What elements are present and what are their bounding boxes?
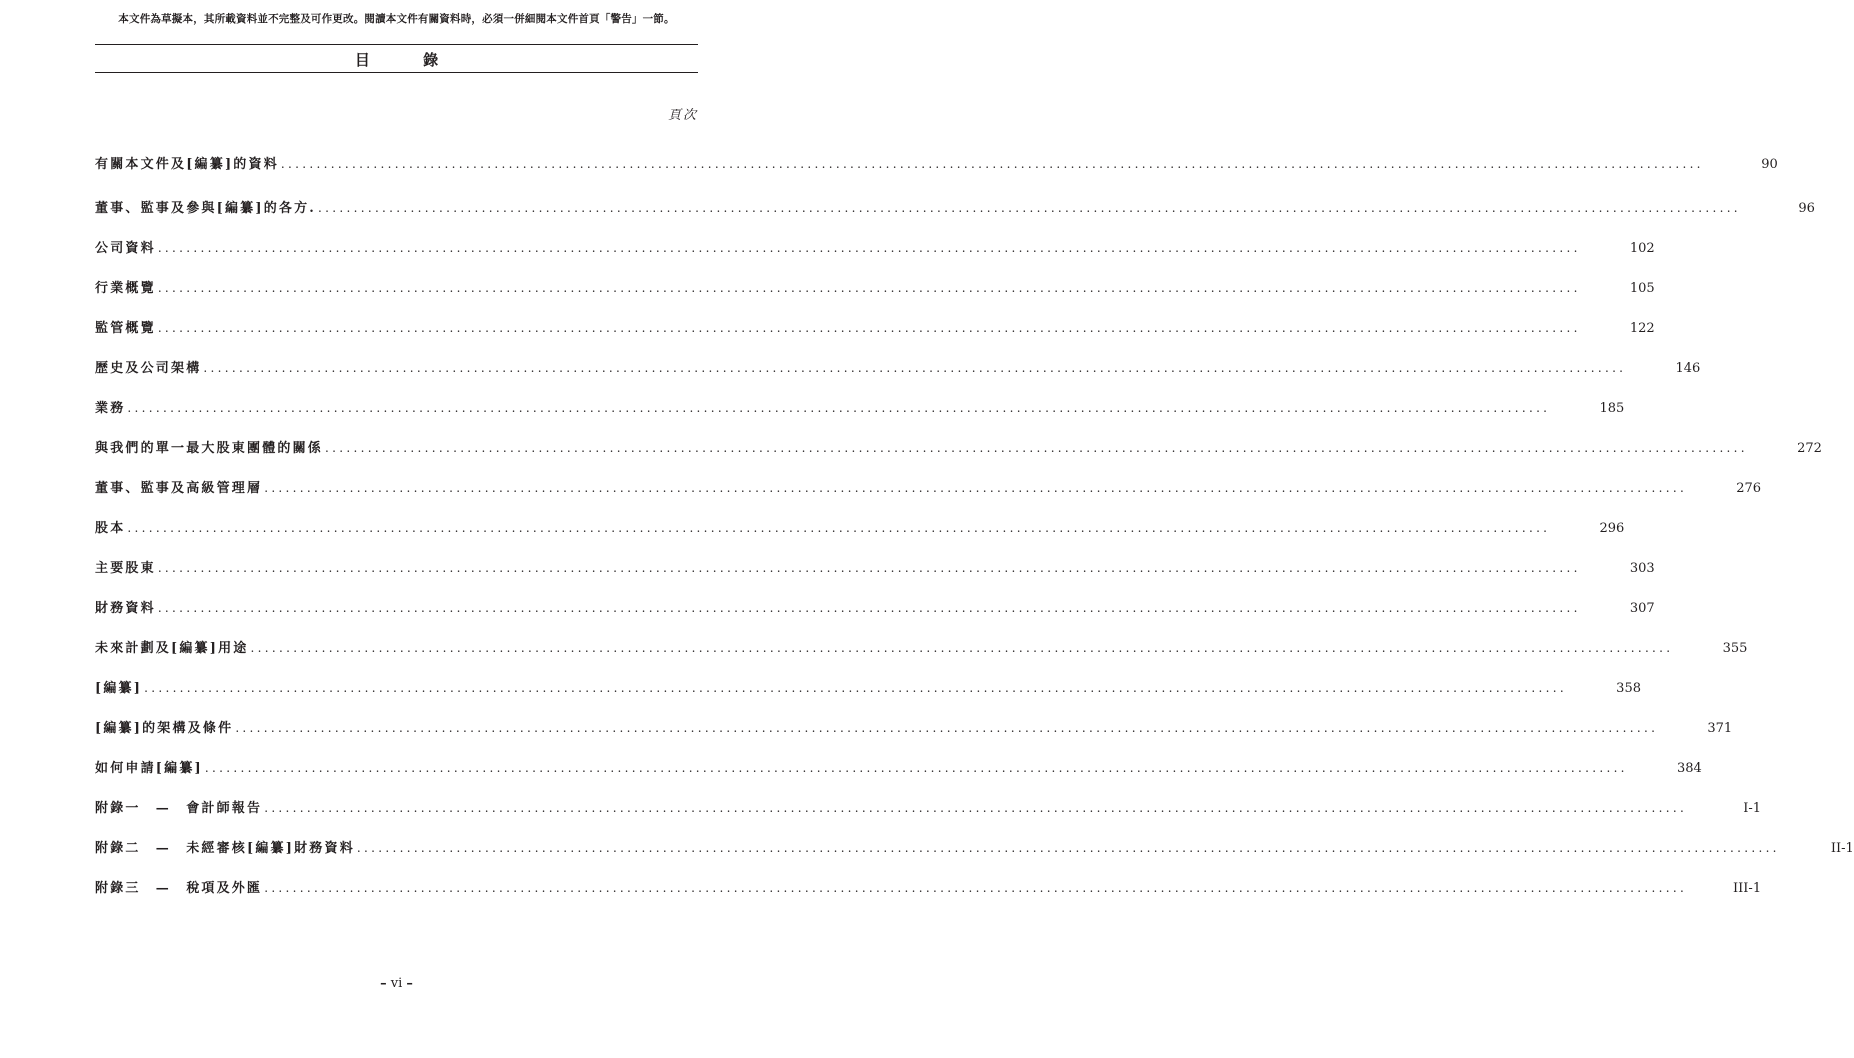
toc-entry-label: 未來計劃及[編纂]用途 xyxy=(95,641,249,656)
footer-dash-right: – xyxy=(406,976,413,991)
toc-entry-label: 附錄二 — 未經審核[編纂]財務資料 xyxy=(95,841,355,856)
toc-entry-label: 行業概覽 xyxy=(95,281,156,296)
dot-leader: ........................................................................................................................................................................................................ xyxy=(203,361,1627,375)
dot-leader: ........................................................................................................................................................................................................ xyxy=(318,201,1741,215)
footer-page-number: vi xyxy=(390,976,403,991)
dot-leader: ........................................................................................................................................................................................................ xyxy=(157,601,1581,615)
toc-entry-label: 財務資料 xyxy=(95,601,156,616)
toc-entry[interactable] xyxy=(95,637,1748,657)
dot-leader: ........................................................................................................................................................................................................ xyxy=(157,321,1581,335)
toc-entry[interactable] xyxy=(95,677,1641,697)
toc-entry-page: 384 xyxy=(1676,761,1702,776)
toc-entry[interactable] xyxy=(95,357,1701,377)
toc-entry-page: 358 xyxy=(1616,681,1641,696)
toc-entry-label: 監管概覽 xyxy=(95,321,156,336)
toc-entry-page: 105 xyxy=(1629,281,1655,296)
header-bottom-rule xyxy=(95,72,698,73)
dot-leader: ........................................................................................................................................................................................................ xyxy=(280,157,1704,171)
toc-entry[interactable] xyxy=(95,317,1655,337)
dot-leader: ........................................................................................................................................................................................................ xyxy=(264,881,1688,895)
toc-entry-page: 90 xyxy=(1761,157,1778,172)
toc-entry-label: [編纂]的架構及條件 xyxy=(95,721,234,736)
dot-leader: ........................................................................................................................................................................................................ xyxy=(264,481,1688,495)
dot-leader: ........................................................................................................................................................................................................ xyxy=(157,561,1581,575)
toc-entry[interactable] xyxy=(95,837,1854,857)
page-column-label: 頁次 xyxy=(667,108,698,123)
dot-leader: ........................................................................................................................................................................................................ xyxy=(157,281,1581,295)
toc-entry[interactable] xyxy=(95,477,1762,497)
toc-entry[interactable] xyxy=(95,557,1655,577)
toc-entry-label: 公司資料 xyxy=(95,241,156,256)
toc-entry-label: 有關本文件及[編纂]的資料 xyxy=(95,157,279,172)
toc-entry[interactable] xyxy=(95,597,1655,617)
toc-entry[interactable] xyxy=(95,717,1733,737)
toc-entry[interactable] xyxy=(95,517,1625,537)
toc-entry[interactable] xyxy=(95,277,1655,297)
toc-entry[interactable] xyxy=(95,797,1762,817)
toc-entry[interactable] xyxy=(95,153,1778,173)
toc-entry-page: 307 xyxy=(1629,601,1655,616)
dot-leader: ........................................................................................................................................................................................................ xyxy=(127,401,1551,415)
toc-entry-page: 355 xyxy=(1722,641,1748,656)
toc-entry-page: II-1 xyxy=(1830,841,1854,856)
dot-leader: ........................................................................................................................................................................................................ xyxy=(250,641,1674,655)
dot-leader: ........................................................................................................................................................................................................ xyxy=(204,761,1628,775)
dot-leader: ........................................................................................................................................................................................................ xyxy=(157,241,1581,255)
dot-leader: ........................................................................................................................................................................................................ xyxy=(127,521,1551,535)
toc-entry-page: 102 xyxy=(1629,241,1655,256)
toc-entry[interactable] xyxy=(95,877,1762,897)
toc-entry-page: 146 xyxy=(1675,361,1701,376)
toc-entry-label: 董事、監事及高級管理層 xyxy=(95,481,263,496)
toc-entry-page: 122 xyxy=(1629,321,1655,336)
toc-entry-page: 96 xyxy=(1798,201,1815,216)
toc-entry[interactable] xyxy=(95,757,1702,777)
page-footer xyxy=(0,976,793,991)
toc-entry[interactable] xyxy=(95,197,1815,217)
toc-entry-label: 主要股東 xyxy=(95,561,156,576)
header-top-rule xyxy=(95,44,698,45)
dot-leader: ........................................................................................................................................................................................................ xyxy=(325,441,1748,455)
toc-entry-label: 股本 xyxy=(95,521,126,536)
toc-entry-label: [編纂] xyxy=(95,681,143,696)
toc-entry[interactable] xyxy=(95,397,1625,417)
toc-entry-page: 276 xyxy=(1736,481,1762,496)
dot-leader: ........................................................................................................................................................................................................ xyxy=(144,681,1567,695)
toc-entry-label: 與我們的單一最大股東團體的關係 xyxy=(95,441,324,456)
toc-entry[interactable] xyxy=(95,237,1655,257)
toc-entry-page: 371 xyxy=(1707,721,1733,736)
toc-entry-page: 185 xyxy=(1599,401,1625,416)
toc-entry-page: 303 xyxy=(1629,561,1655,576)
dot-leader: ........................................................................................................................................................................................................ xyxy=(264,801,1688,815)
toc-entry-label: 董事、監事及參與[編纂]的各方. xyxy=(95,201,317,216)
toc-entry-page: III-1 xyxy=(1733,881,1762,896)
toc-entry-label: 如何申請[編纂] xyxy=(95,761,203,776)
toc-entry-label: 歷史及公司架構 xyxy=(95,361,202,376)
toc-entry-label: 業務 xyxy=(95,401,126,416)
toc-entry-label: 附錄一 — 會計師報告 xyxy=(95,801,263,816)
toc-entry-label: 附錄三 — 稅項及外匯 xyxy=(95,881,263,896)
toc-entry-page: 272 xyxy=(1797,441,1822,456)
footer-dash-left: – xyxy=(380,976,387,991)
toc-entry-page: I-1 xyxy=(1743,801,1762,816)
dot-leader: ........................................................................................................................................................................................................ xyxy=(235,721,1659,735)
dot-leader: ........................................................................................................................................................................................................ xyxy=(356,841,1780,855)
page-title: 目 錄 xyxy=(354,51,463,69)
toc-entry[interactable] xyxy=(95,437,1822,457)
draft-disclaimer: 本文件為草擬本，其所載資料並不完整及可作更改。閱讀本文件有關資料時，必須一併細閱本文件首頁「警告」一節。 xyxy=(118,13,675,25)
toc-entry-page: 296 xyxy=(1599,521,1625,536)
